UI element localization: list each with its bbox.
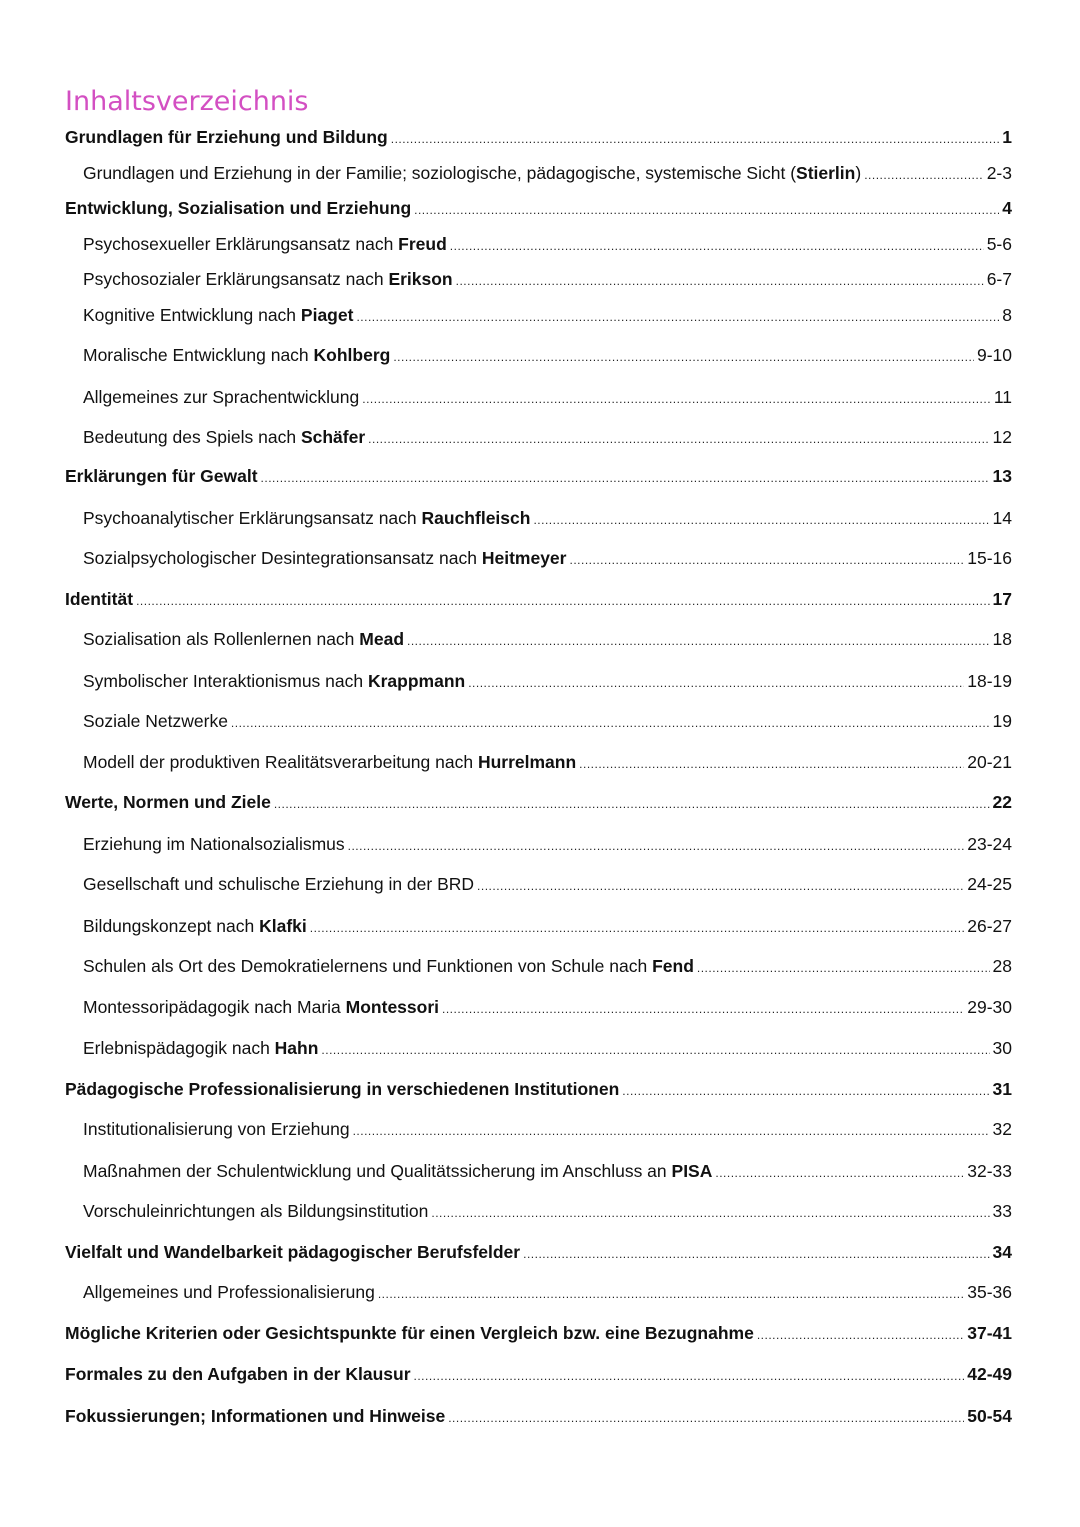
toc-entry-text: Fokussierungen; Informationen und Hinweise [65,1406,446,1426]
toc-entry-author: Hurrelmann [477,752,577,772]
dot-leader [353,1119,990,1143]
toc-entry-author: Schäfer [300,427,366,447]
toc-page-number: 8 [1002,305,1012,325]
toc-subsection[interactable] [83,425,1012,449]
toc-page-number: 23-24 [967,834,1012,854]
toc-page-number: 24-25 [967,874,1012,894]
toc-entry-author: Hahn [274,1038,319,1058]
toc-entry-title [83,669,465,693]
toc-entry-title [83,954,694,978]
toc-section[interactable] [65,1321,1012,1345]
toc-subsection[interactable] [83,627,1012,651]
toc-page-number: 2-3 [986,163,1012,183]
toc-entry-title [83,161,861,185]
toc-entry-text: Erlebnispädagogik nach [83,1038,275,1058]
toc-entry-text: Schulen als Ort des Demokratielernens und Funktionen von Schule nach [83,956,653,976]
toc-entry-title [83,914,307,938]
toc-entry-author: Freud [398,234,447,254]
toc-subsection[interactable] [83,914,1012,938]
toc-subsection[interactable] [83,1036,1012,1060]
page-title: Inhaltsverzeichnis [65,86,309,117]
toc-entry-text: Werte, Normen und Ziele [65,792,271,812]
toc-entry-title [83,385,359,409]
toc-entry-author: Erikson [388,269,453,289]
dot-leader [414,1364,965,1388]
toc-entry-title [65,196,411,220]
toc-entry-text: Formales zu den Aufgaben in der Klausur [65,1364,411,1384]
toc-entry-title [83,995,439,1019]
dot-leader [468,671,964,695]
dot-leader [456,269,984,293]
toc-entry-author: PISA [671,1161,713,1181]
dot-leader [362,387,991,411]
toc-entry-text: Gesellschaft und schulische Erziehung in der BRD [83,874,475,894]
toc-page-number: 28 [992,956,1012,976]
toc-entry-text: Allgemeines zur Sprachentwicklung [83,387,360,407]
toc-entry-text: Erziehung im Nationalsozialismus [83,834,345,854]
toc-entry-title [83,750,576,774]
toc-entry-text: Sozialisation als Rollenlernen nach [83,629,360,649]
toc-section[interactable] [65,464,1012,488]
toc-entry-text: Psychosexueller Erklärungsansatz nach [83,234,399,254]
toc-entry-text: Maßnahmen der Schulentwicklung und Qualitätssicherung im Anschluss an [83,1161,672,1181]
toc-entry-text: Erklärungen für Gewalt [65,466,258,486]
dot-leader [356,305,999,329]
toc-entry-title [65,790,271,814]
toc-page-number: 20-21 [967,752,1012,772]
toc-entry-author: Kohlberg [313,345,391,365]
toc-entry-text: Modell der produktiven Realitätsverarbeitung nach [83,752,478,772]
dot-leader [622,1079,989,1103]
toc-page-number: 34 [992,1242,1012,1262]
toc-subsection[interactable] [83,872,1012,896]
toc-entry-title [65,464,258,488]
toc-subsection[interactable] [83,232,1012,256]
toc-page-number: 14 [992,508,1012,528]
toc-entry-text-suffix: ) [855,163,862,183]
toc-page-number: 15-16 [967,548,1012,568]
toc-entry-title [83,627,404,651]
toc-page-number: 37-41 [967,1323,1012,1343]
toc-subsection[interactable] [83,1117,1012,1141]
toc-subsection[interactable] [83,995,1012,1019]
toc-subsection[interactable] [83,709,1012,733]
toc-page-number: 31 [992,1079,1012,1099]
toc-entry-author: Krappmann [367,671,466,691]
dot-leader [579,752,964,776]
toc-entry-text: Psychoanalytischer Erklärungsansatz nach [83,508,422,528]
dot-leader [697,956,990,980]
toc-entry-text: Allgemeines und Professionalisierung [83,1282,375,1302]
toc-entry-text: Moralische Entwicklung nach [83,345,314,365]
toc-entry-title [83,343,390,367]
dot-leader [136,589,989,613]
dot-leader [431,1201,989,1225]
toc-page-number: 1 [1002,127,1012,147]
toc-entry-text: Institutionalisierung von Erziehung [83,1119,350,1139]
toc-section[interactable] [65,196,1012,220]
toc-entry-text: Bildungskonzept nach [83,916,260,936]
toc-entry-title [65,125,388,149]
toc-entry-title [65,587,133,611]
toc-page-number: 42-49 [967,1364,1012,1384]
toc-entry-text: Grundlagen und Erziehung in der Familie; soziologische, pädagogische, systemische Sicht ( [83,163,797,183]
toc-page-number: 29-30 [967,997,1012,1017]
toc-section[interactable] [65,1362,1012,1386]
toc-subsection[interactable] [83,1159,1012,1183]
toc-entry-text: Vorschuleinrichtungen als Bildungsinstitution [83,1201,429,1221]
toc-subsection[interactable] [83,1280,1012,1304]
toc-entry-title [83,872,474,896]
toc-page-number: 12 [992,427,1012,447]
toc-subsection[interactable] [83,954,1012,978]
dot-leader [321,1038,989,1062]
toc-page-number: 18 [992,629,1012,649]
toc-entry-title [83,425,365,449]
toc-entry-title [83,1199,428,1223]
toc-page-number: 5-6 [986,234,1012,254]
dot-leader [715,1161,964,1185]
toc-entry-title [83,232,447,256]
toc-page-number: 30 [992,1038,1012,1058]
toc-subsection[interactable] [83,385,1012,409]
toc-page-number: 50-54 [967,1406,1012,1426]
toc-page-number: 13 [992,466,1012,486]
dot-leader [569,548,964,572]
toc-section[interactable] [65,587,1012,611]
dot-leader [523,1242,989,1266]
toc-entry-author: Montessori [345,997,440,1017]
toc-entry-text: Psychosozialer Erklärungsansatz nach [83,269,389,289]
toc-entry-author: Piaget [300,305,354,325]
toc-entry-title [83,1280,375,1304]
dot-leader [368,427,989,451]
toc-page-number: 18-19 [967,671,1012,691]
dot-leader [391,127,1000,151]
toc-entry-author: Stierlin [796,163,856,183]
dot-leader [533,508,989,532]
toc-page-number: 9-10 [976,345,1012,365]
toc-entry-title [65,1240,520,1264]
toc-subsection[interactable] [83,343,1012,367]
toc-page-number: 4 [1002,198,1012,218]
toc-subsection[interactable] [83,1199,1012,1223]
toc-subsection[interactable] [83,750,1012,774]
toc-section[interactable] [65,1240,1012,1264]
toc-entry-title [83,1117,350,1141]
toc-entry-text: Montessoripädagogik nach Maria [83,997,346,1017]
toc-section[interactable] [65,125,1012,149]
dot-leader [448,1406,964,1430]
dot-leader [442,997,964,1021]
dot-leader [477,874,964,898]
toc-entry-title [83,709,228,733]
toc-subsection[interactable] [83,669,1012,693]
toc-entry-title [83,1159,712,1183]
toc-page-number: 26-27 [967,916,1012,936]
toc-subsection[interactable] [83,546,1012,570]
toc-entry-author: Klafki [259,916,307,936]
toc-page-number: 35-36 [967,1282,1012,1302]
toc-subsection[interactable] [83,506,1012,530]
toc-entry-title [65,1404,445,1428]
toc-subsection[interactable] [83,303,1012,327]
toc-page-number: 19 [992,711,1012,731]
toc-page-number: 32 [992,1119,1012,1139]
toc-entry-text: Entwicklung, Sozialisation und Erziehung [65,198,412,218]
toc-entry-text: Mögliche Kriterien oder Gesichtspunkte für einen Vergleich bzw. eine Bezugnahme [65,1323,754,1343]
dot-leader [864,163,984,187]
toc-page-number: 22 [992,792,1012,812]
toc-entry-title [65,1077,619,1101]
toc-entry-author: Mead [359,629,405,649]
dot-leader [348,834,965,858]
dot-leader [261,466,990,490]
toc-section[interactable] [65,1404,1012,1428]
dot-leader [450,234,984,258]
toc-entry-text: Bedeutung des Spiels nach [83,427,301,447]
toc-entry-title [65,1362,411,1386]
toc-entry-text: Pädagogische Professionalisierung in verschiedenen Institutionen [65,1079,620,1099]
toc-subsection[interactable] [83,832,1012,856]
toc-entry-text: Soziale Netzwerke [83,711,228,731]
dot-leader [393,345,974,369]
toc-subsection[interactable] [83,161,1012,185]
toc-page-number: 17 [992,589,1012,609]
toc-section[interactable] [65,790,1012,814]
toc-entry-title [65,1321,754,1345]
toc-entry-text: Vielfalt und Wandelbarkeit pädagogischer Berufsfelder [65,1242,521,1262]
toc-page-number: 32-33 [967,1161,1012,1181]
toc-entry-author: Rauchfleisch [421,508,531,528]
toc-subsection[interactable] [83,267,1012,291]
dot-leader [378,1282,964,1306]
toc-entry-text: Identität [65,589,134,609]
toc-entry-title [83,832,345,856]
toc-page-number: 11 [993,387,1012,407]
toc-entry-author: Fend [652,956,694,976]
toc-entry-title [83,546,566,570]
toc-entry-title [83,267,453,291]
toc-entry-title [83,303,353,327]
toc-entry-text: Symbolischer Interaktionismus nach [83,671,368,691]
dot-leader [274,792,990,816]
dot-leader [414,198,999,222]
toc-entry-text: Grundlagen für Erziehung und Bildung [65,127,388,147]
toc-entry-text: Sozialpsychologischer Desintegrationsansatz nach [83,548,482,568]
toc-entry-title [83,506,530,530]
toc-entry-text: Kognitive Entwicklung nach [83,305,301,325]
toc-section[interactable] [65,1077,1012,1101]
toc-entry-author: Heitmeyer [481,548,567,568]
toc-page-number: 33 [992,1201,1012,1221]
dot-leader [310,916,964,940]
toc-page-number: 6-7 [986,269,1012,289]
dot-leader [231,711,990,735]
dot-leader [407,629,990,653]
dot-leader [757,1323,964,1347]
toc-entry-title [83,1036,318,1060]
